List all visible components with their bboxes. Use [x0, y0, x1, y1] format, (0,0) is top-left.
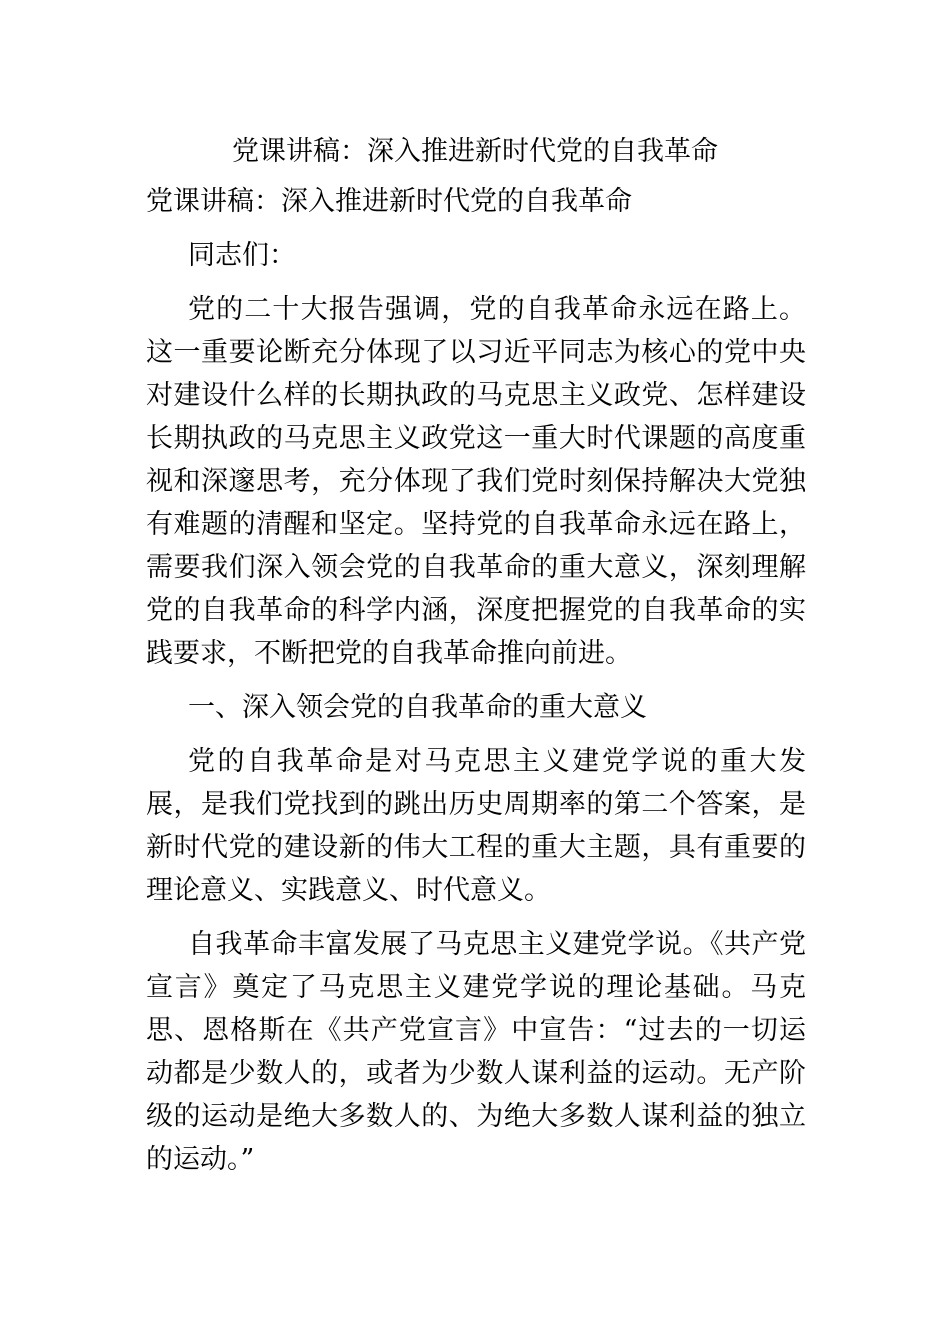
paragraph-manifesto: 自我革命丰富发展了马克思主义建党学说。《共产党宣言》奠定了马克思主义建党学说的理论基础。马克思、恩格斯在《共产党宣言》中宣告：“过去的一切运动都是少数人的，或者为少数人谋利益的运动。无产阶级的运动是绝大多数人的、为绝大多数人谋利益的独立的运动。” [146, 929, 806, 1175]
paragraph-section-1: 党的自我革命是对马克思主义建党学说的重大发展，是我们党找到的跳出历史周期率的第二个答案，是新时代党的建设新的伟大工程的重大主题，具有重要的理论意义、实践意义、时代意义。 [146, 746, 806, 906]
section-heading-1: 一、深入领会党的自我革命的重大意义 [188, 692, 647, 723]
paragraph-intro: 党的二十大报告强调，党的自我革命永远在路上。这一重要论断充分体现了以习近平同志为核心的党中央对建设什么样的长期执政的马克思主义政党、怎样建设长期执政的马克思主义政党这一重大时代课题的高度重视和深邃思考，充分体现了我们党时刻保持解决大党独有难题的清醒和坚定。坚持党的自我革命永远在路上，需要我们深入领会党的自我革命的重大意义，深刻理解党的自我革命的科学内涵，深度把握党的自我革命的实践要求，不断把党的自我革命推向前进。 [146, 294, 806, 669]
document-title: 党课讲稿：深入推进新时代党的自我革命 [232, 136, 718, 167]
salutation: 同志们： [188, 240, 296, 271]
document-subtitle: 党课讲稿：深入推进新时代党的自我革命 [146, 186, 632, 217]
document-body [146, 180, 806, 1192]
